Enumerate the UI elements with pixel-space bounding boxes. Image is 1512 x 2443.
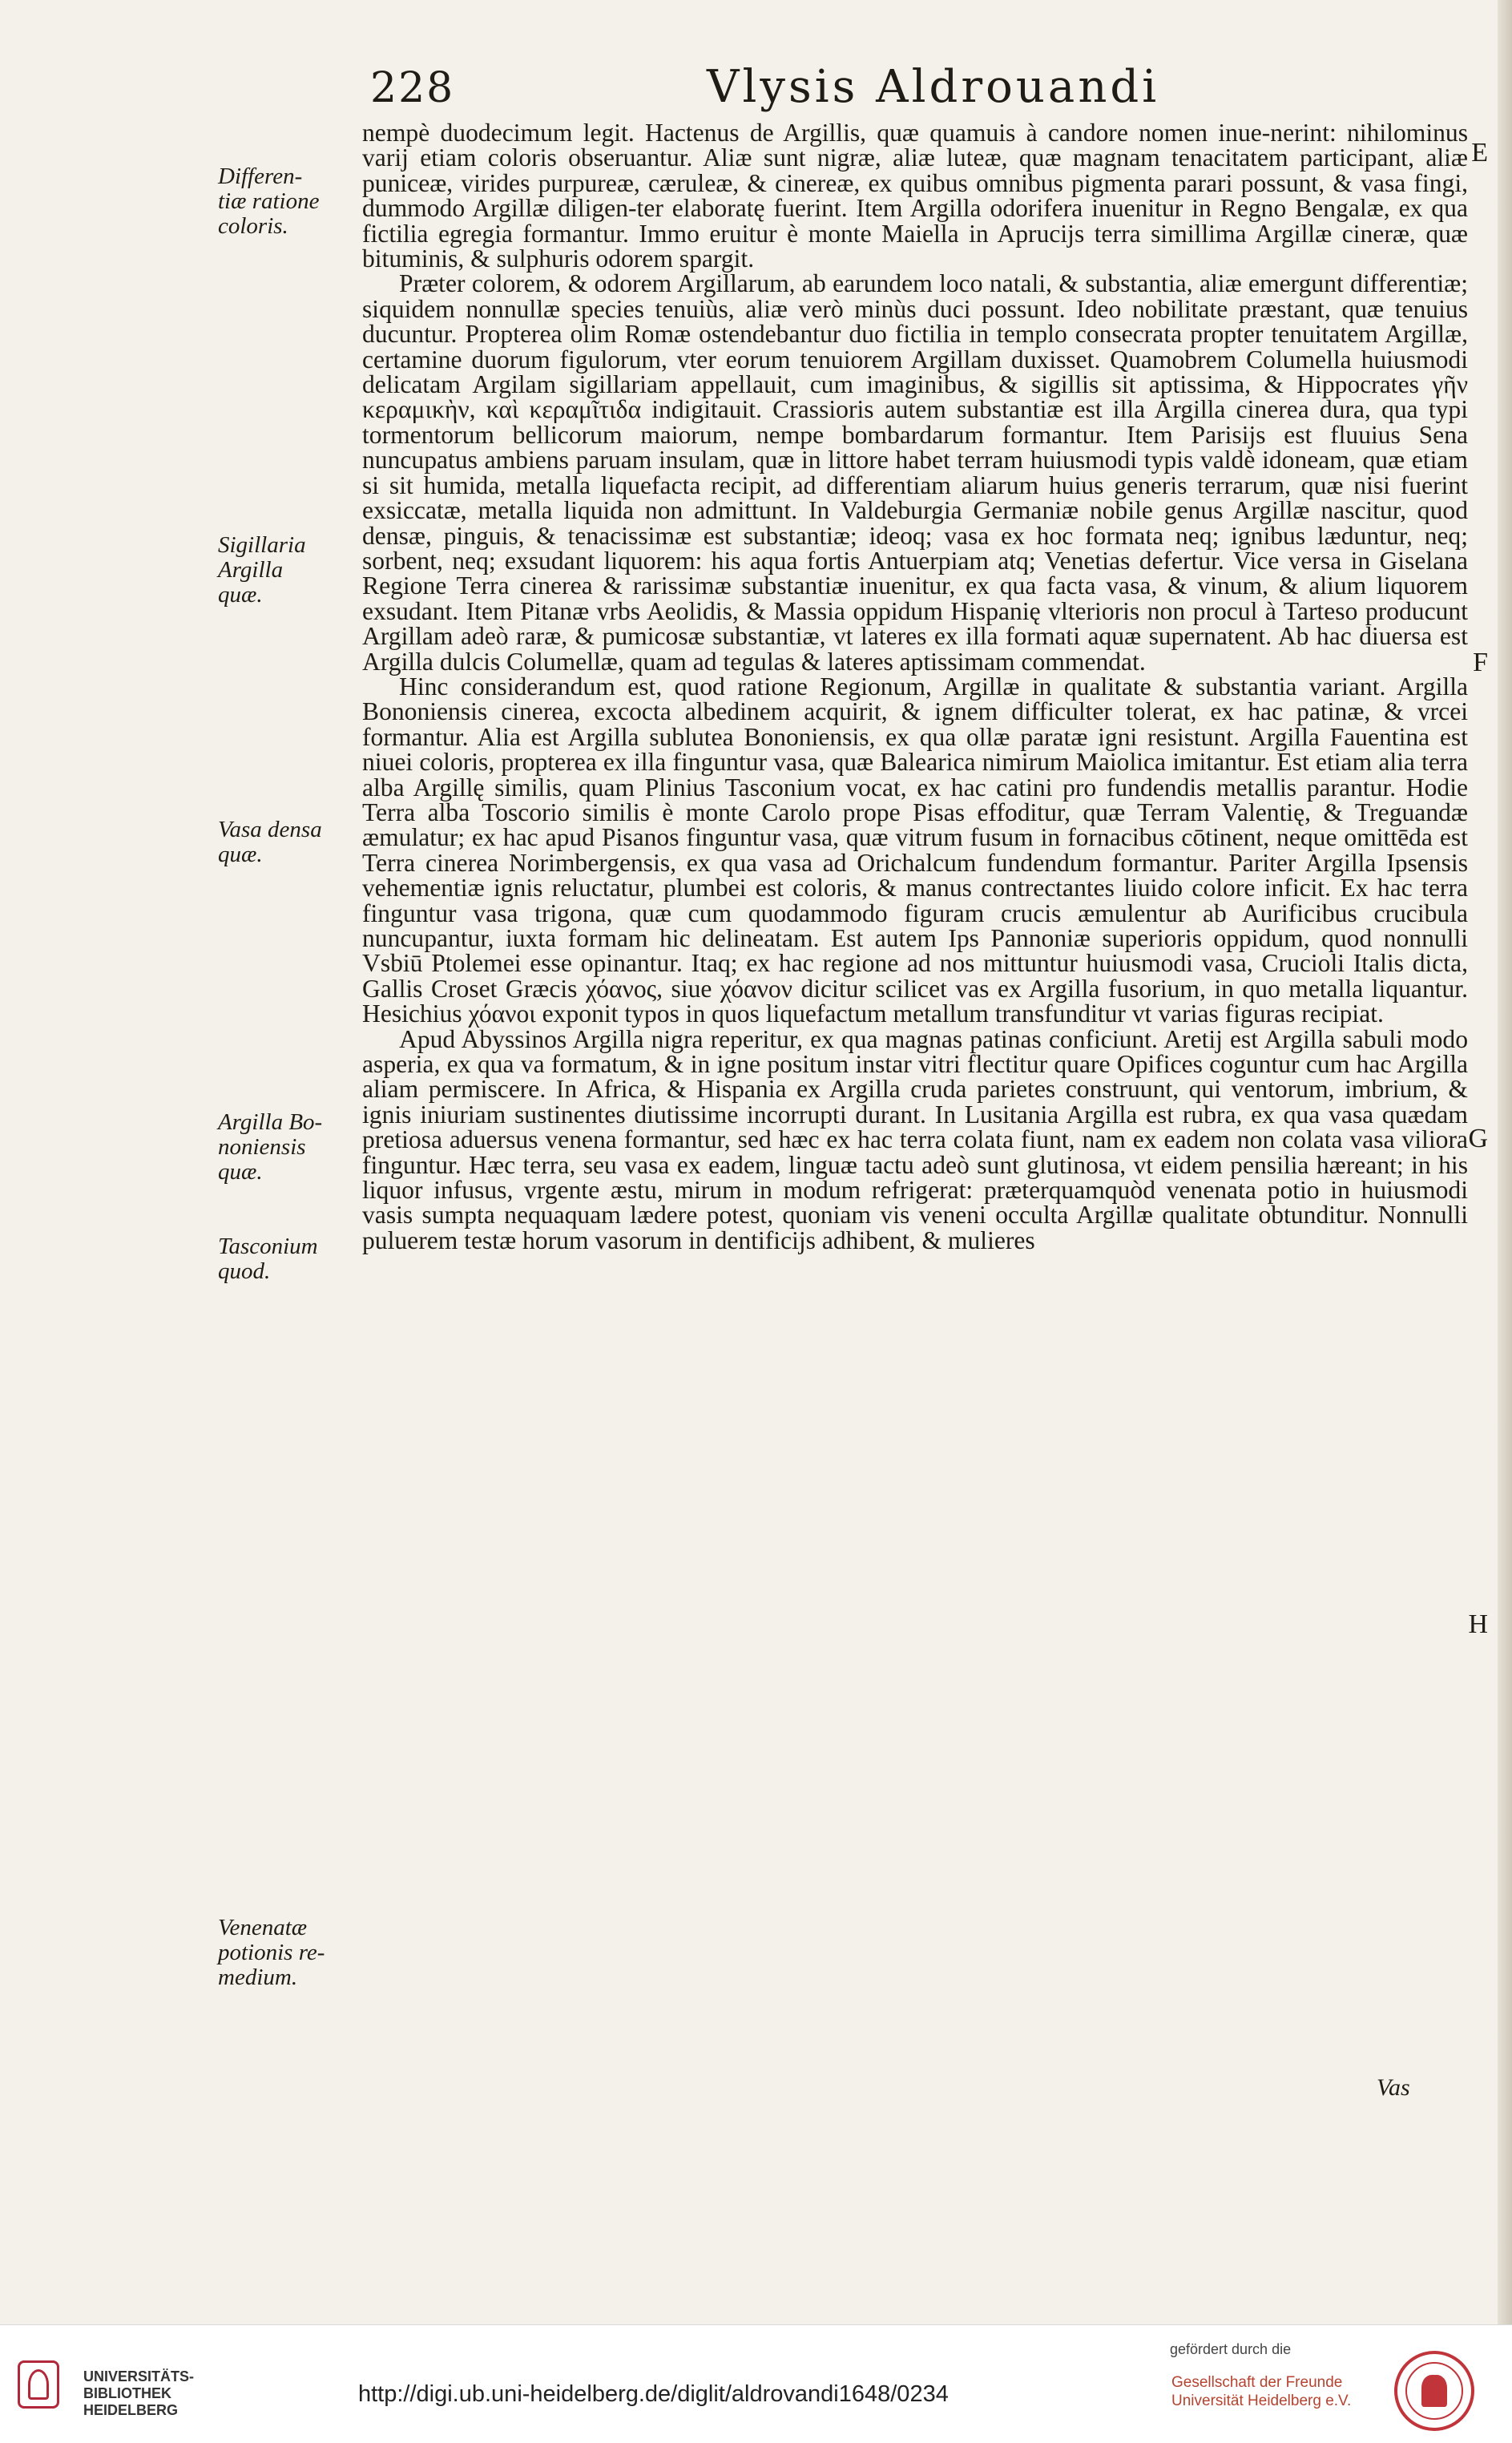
paragraph: Præter colorem, & odorem Argillarum, ab earundem loco natali, & substantia, aliæ emergunt differentiæ; siquidem nonnullæ species tenuiùs, aliæ verò minùs duci possunt. Ideo nobilitate præstant, quæ tenuius ducuntur. Propterea olim Romæ ostendebantur duo fictilia in templo consecrata propter tenuitatem Argillæ, certamine duorum figulorum, vter eorum tenuiorem Argillam duxisset. Quamobrem Columella huiusmodi delicatam Argilam sigillariam appellauit, cum imaginibus, & sigillis sit aptissima, & Hippocrates γῆν κεραμικὴν, καὶ κεραμῖτιδα indigitauit. Crassioris autem substantiæ est illa Argilla cinerea dura, qua typi tormentorum bellicorum maiorum, nempe bombardarum formantur. Item Parisijs est fluuius Sena nuncupatus ambiens paruam insulam, quæ in littore habet terram huiusmodi typis valdè idoneam, quæ etiam si sit humida, metalla liquefacta recipit, ad differentiam aliarum huius generis terrarum, quæ nisi fuerint exsiccatæ, metalla liquida non admittunt. In Valdeburgia Germaniæ nobile genus Argillæ nascitur, quod densæ, pinguis, & tenacissimæ est substantiæ; ideoq; vasa ex hoc formata neq; ignibus læduntur, neq; sorbent, neq; exsudant liquorem: his aqua fortis Antuerpiam atq; Venetias defertur. Vice versa in Giselana Regione Terra cinerea & rarissimæ substantiæ inuenitur, ex qua facta vasa, & vinum, & alium liquorem exsudant. Item Pitanæ vrbs Aeolidis, & Massia oppidum Hispanię vlterioris non procul à Tarteso producunt Argillam adeò raræ, & pumicosæ substantiæ, vt lateres ex illa formati aquæ supernatent. Ab hac diuersa est Argilla dulcis Columellæ, quam ad tegulas & lateres aptissimam commendat.	[362, 269, 1468, 676]
signature-letter: G	[1468, 1124, 1488, 1153]
marginal-note-vasa-densa: Vasa densa quæ.	[218, 817, 322, 867]
marginal-note-sigillaria: Sigillaria Argilla quæ.	[218, 532, 306, 608]
marginal-note-tasconium: Tasconium quod.	[218, 1234, 318, 1284]
page-header	[370, 56, 1252, 120]
sponsor-caption: gefördert durch die	[1170, 2341, 1292, 2357]
university-library-name: UNIVERSITÄTS- BIBLIOTHEK HEIDELBERG	[83, 2368, 195, 2418]
signature-letter: F	[1473, 648, 1488, 677]
university-logo-icon	[18, 2360, 59, 2409]
signature-letter: E	[1471, 138, 1488, 168]
page-number: 228	[370, 64, 455, 112]
marginal-note-remedium: Venenatæ potionis re- medium.	[218, 1915, 325, 1990]
marginal-note-colors: Differen- tiæ ratione coloris.	[218, 164, 320, 239]
paragraph: nempè duodecimum legit. Hactenus de Argillis, quæ quamuis à candore nomen inue-nerint: nihilominus varij etiam coloris obseruantur. Aliæ sunt nigræ, aliæ luteæ, quæ magnam tenacitatem participant, aliæ puniceæ, virides purpureæ, cæruleæ, & cinereæ, ex quibus omnibus pigmenta parari possunt, & vasa fingi, dummodo Argillæ diligen-ter elaboratę fuerint. Item Argilla odorifera inuenitur in Regno Bengalæ, ex qua fictilia egregia formantur. Immo eruitur è monte Maiella in Aprucijs terra simillima Argillæ cineræ, quæ bituminis, & sulphuris odorem spargit.	[362, 119, 1468, 273]
footer-bar	[0, 2324, 1512, 2443]
marginal-note-argilla-bononiensis: Argilla Bo- noniensis quæ.	[218, 1109, 323, 1185]
permalink-url[interactable]: http://digi.ub.uni-heidelberg.de/diglit/aldrovandi1648/0234	[358, 2381, 949, 2407]
page-edge	[1498, 0, 1512, 2324]
paragraph: Apud Abyssinos Argilla nigra reperitur, ex qua magnas patinas conficiunt. Aretij est Argilla sabuli modo asperia, ex qua va formatum, & in igne positum instar vitri flectitur quare Opifices coguntur cum hac Argilla aliam permiscere. In Africa, & Hispania ex Argilla cruda parietes construunt, qui ventorum, imbrium, & ignis iniuriam sustinentes diutissime incorrupti durant. In Lusitania Argilla est rubra, ex qua vasa quædam pretiosa aduersus venena formantur, sed hæc ex hac terra colata fiunt, nam ex eadem non colata vasa viliora finguntur. Hæc terra, seu vasa ex eadem, linguæ tactu adeò sunt glutinosa, vt eidem pensilia hæreant; in his liquor infusus, vrgente æstu, mirum in modum refrigerat: præterquamquòd venenata potio in huiusmodi vasis sumpta nequaquam lædere potest, quoniam vis veneni occulta Argillæ qualitate obtunditur. Nonnulli puluerem testæ horum vasorum in dentificijs adhibent, & mulieres	[362, 1024, 1468, 1254]
running-head: Vlysis Aldrouandi	[707, 61, 1160, 113]
catchword: Vas	[1377, 2074, 1410, 2101]
signature-letter: H	[1468, 1609, 1488, 1639]
university-seal-icon	[1394, 2351, 1474, 2431]
main-text	[362, 120, 1468, 1253]
paragraph: Hinc considerandum est, quod ratione Regionum, Argillæ in qualitate & substantia variant. Argilla Bononiensis cinerea, excocta albedinem acquirit, & ignem difficulter tolerat, ex hac patinæ, & vrcei formantur. Alia est Argilla sublutea Bononiensis, ex qua ollæ paratæ igni resistunt. Argilla Fauentina est niuei coloris, propterea ex illa finguntur vasa, quæ Balearica nimirum Maiolica imitantur. Est etiam alia terra alba Argillę similis, quam Plinius Tasconium vocat, ex hac catini pro fundendis metallis parantur. Hodie Terra alba Toscorio similis è monte Carolo prope Pisas effoditur, quæ Terram Valentię, & Treguandæ æmulatur; ex hac apud Pisanos finguntur vasa, quæ vitrum fusum in fornacibus cōtinent, neque omittēda est Terra cinerea Norimbergensis, ex qua vasa ad Orichalcum fundendum formantur. Pariter Argilla Ipsensis vehementiæ ignis reluctatur, plumbei est coloris, & manus contrectantes liuido colore inficit. Ex hac terra finguntur vasa trigona, quæ cum quodammodo figuram crucis æmulentur ab Aurificibus crucibula nuncupantur, iuxta formam hic delineatam. Est autem Ips Pannoniæ superioris oppidum, quod nonnulli Vsbiū Ptolemei esse opinantur. Itaq; ex hac regione ad nos mittuntur huiusmodi vasa, Crucioli Italis dicta, Gallis Croset Græcis χόανος, siue χόανον dicitur scilicet vas ex Argilla fusorium, in quo metalla liquantur. Hesichius χόανοι exponit typos in quos liquefactum metallum transfunditur vt varias figuras recipiat.	[362, 672, 1468, 1028]
sponsor-name: Gesellschaft der Freunde Universität Heidelberg e.V.	[1171, 2374, 1352, 2409]
